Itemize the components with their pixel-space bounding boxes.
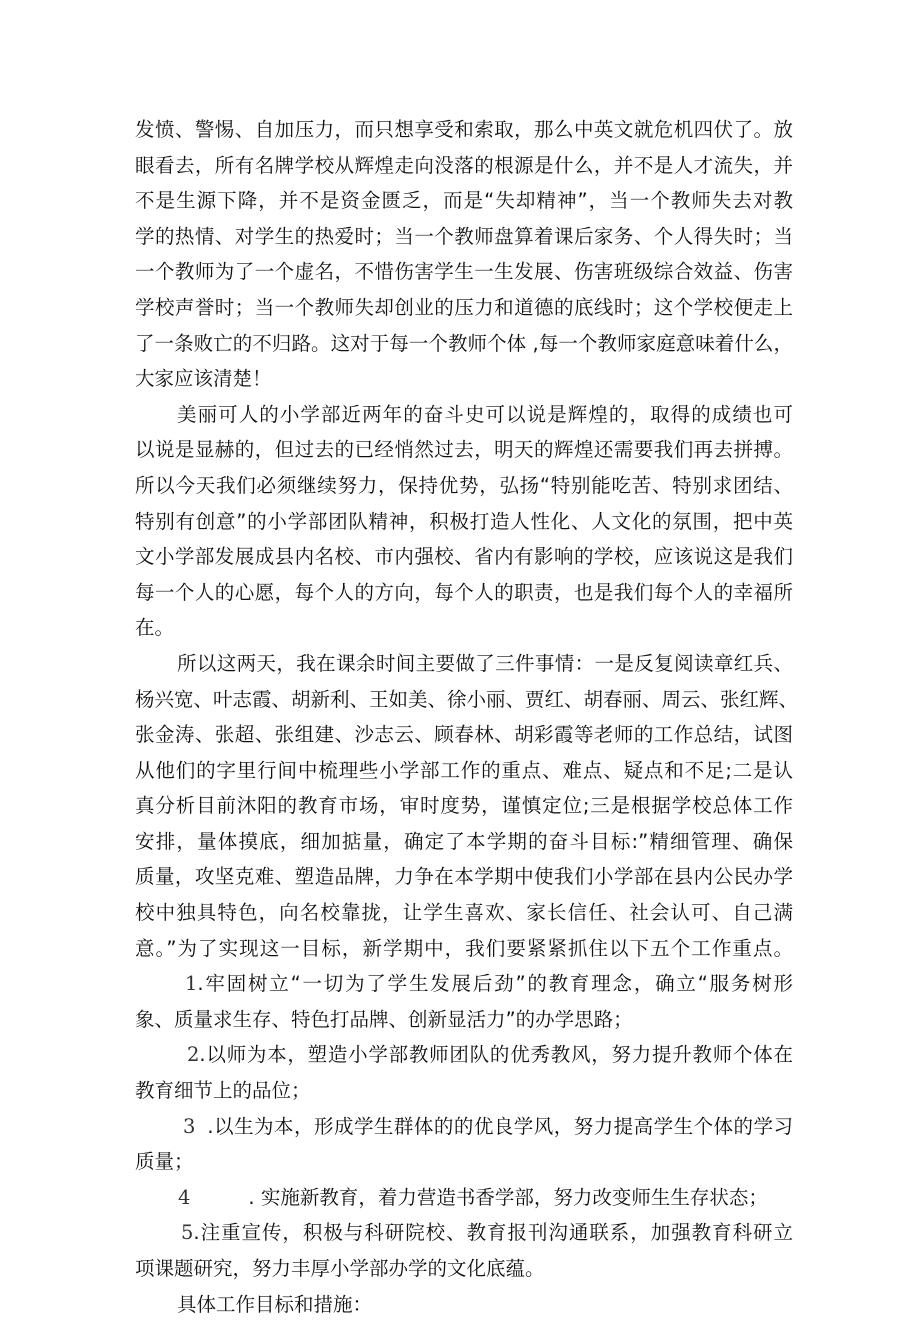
list-item-text: .注重宣传，积极与科研院校、教育报刊沟通联系，加强教育科研立 bbox=[193, 1221, 793, 1245]
list-item-line: 教育细节上的品位； bbox=[135, 1079, 311, 1103]
text-line: 发愤、警惕、自加压力，而只想享受和索取，那么中英文就危机四伏了。放 bbox=[135, 118, 793, 141]
list-item-text: .以生为本，形成学生群体的的优良学风，努力提高学生个体的学习 bbox=[207, 1114, 793, 1138]
text-line: 在。 bbox=[135, 616, 175, 640]
text-line: 杨兴宽、叶志霞、胡新利、王如美、徐小丽、贾红、胡春丽、周云、张红辉、 bbox=[135, 687, 799, 711]
list-item-line bbox=[135, 966, 793, 1002]
text-line: 了一条败亡的不归路。这对于每一个教师个体 ,每一个教师家庭意味着什么， bbox=[135, 331, 793, 355]
text-line: 真分析目前沐阳的教育市场，审时度势，谨慎定位;三是根据学校总体工作 bbox=[135, 794, 793, 818]
text-line: 美丽可人的小学部近两年的奋斗史可以说是辉煌的，取得的成绩也可 bbox=[177, 402, 793, 426]
list-item-line bbox=[135, 1037, 793, 1073]
work-focus-list bbox=[135, 966, 793, 1286]
list-item bbox=[135, 1215, 793, 1286]
list-item-text: . 实施新教育，着力营造书香学部，努力改变师生生存状态； bbox=[248, 1185, 768, 1209]
list-item-text: .以师为本，塑造小学部教师团队的优秀教风，努力提升教师个体在 bbox=[199, 1043, 793, 1067]
text-line: 不是生源下降，并不是资金匮乏，而是“失却精神”，当一个教师失去对教 bbox=[135, 189, 793, 213]
text-line: 校中独具特色，向名校靠拢，让学生喜欢、家长信任、社会认可、自己满 bbox=[135, 901, 793, 925]
text-line: 所以今天我们必须继续努力，保持优势，弘扬“特别能吃苦、特别求团结、 bbox=[135, 473, 793, 497]
list-item-line: 质量； bbox=[135, 1150, 194, 1174]
text-line: 以说是显赫的，但过去的已经悄然过去，明天的辉煌还需要我们再去拼搏。 bbox=[135, 438, 793, 462]
text-line: 张金涛、张超、张组建、沙志云、顾春林、胡彩霞等老师的工作总结，试图 bbox=[135, 723, 793, 747]
text-line: 意。”为了实现这一目标，新学期中，我们要紧紧抓住以下五个工作重点。 bbox=[135, 936, 793, 960]
list-item-number: 5 bbox=[181, 1221, 194, 1245]
text-line: 特别有创意”的小学部团队精神，积极打造人性化、人文化的氛围，把中英 bbox=[135, 509, 793, 533]
text-line: 从他们的字里行间中梳理些小学部工作的重点、难点、疑点和不足;二是认 bbox=[135, 758, 793, 782]
list-item bbox=[135, 1109, 793, 1180]
paragraph-2 bbox=[135, 397, 793, 646]
list-item-line bbox=[135, 1215, 793, 1251]
text-line: 学的热情、对学生的热爱时；当一个教师盘算着课后家务、个人得失时；当 bbox=[135, 224, 793, 248]
section-heading: 具体工作目标和措施： bbox=[177, 1292, 373, 1316]
list-item-number: 1 bbox=[185, 972, 198, 996]
text-line: 一个教师为了一个虚名，不惜伤害学生一生发展、伤害班级综合效益、伤害 bbox=[135, 260, 793, 284]
list-item-line: 项课题研究，努力丰厚小学部办学的文化底蕴。 bbox=[135, 1257, 545, 1280]
text-line: 学校声誉时；当一个教师失却创业的压力和道德的底线时；这个学校便走上 bbox=[135, 295, 793, 319]
list-item bbox=[135, 966, 793, 1037]
list-item-number: 2 bbox=[187, 1043, 200, 1067]
list-item-number: 3 bbox=[183, 1114, 196, 1138]
list-item-line bbox=[135, 1109, 793, 1145]
text-line: 大家应该清楚！ bbox=[135, 367, 272, 391]
text-line: 所以这两天，我在课余时间主要做了三件事情：一是反复阅读章红兵、 bbox=[177, 651, 793, 675]
text-line: 眼看去，所有名牌学校从辉煌走向没落的根源是什么，并不是人才流失，并 bbox=[135, 153, 793, 177]
text-line: 每一个人的心愿，每个人的方向，每个人的职责，也是我们每个人的幸福所 bbox=[135, 580, 793, 604]
list-item-line: 象、质量求生存、特色打品牌、创新显活力”的办学思路； bbox=[135, 1007, 633, 1031]
list-item bbox=[135, 1180, 793, 1216]
list-item-text: .牢固树立“一切为了学生发展后劲”的教育理念，确立“服务树形 bbox=[197, 972, 793, 996]
list-item bbox=[135, 1037, 793, 1108]
text-line: 安排，量体摸底，细加掂量，确定了本学期的奋斗目标:”精细管理、确保 bbox=[135, 829, 793, 853]
document-body bbox=[135, 112, 799, 1322]
paragraph-1 bbox=[135, 112, 793, 397]
list-item-number: 4 bbox=[178, 1185, 191, 1209]
text-line: 文小学部发展成县内名校、市内强校、省内有影响的学校，应该说这是我们 bbox=[135, 545, 793, 569]
text-line: 质量，攻坚克难、塑造品牌，力争在本学期中使我们小学部在县内公民办学 bbox=[135, 865, 793, 889]
paragraph-3 bbox=[135, 646, 799, 966]
list-item-line bbox=[135, 1180, 793, 1216]
